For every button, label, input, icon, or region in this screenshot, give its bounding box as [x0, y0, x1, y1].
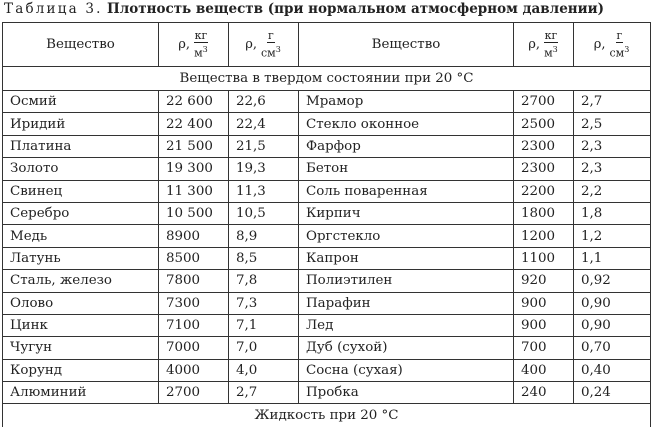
- cell-density-g-left: 7,1: [229, 314, 299, 336]
- cell-density-g-left: 10,5: [229, 202, 299, 224]
- cell-density-g-right: 2,7: [574, 91, 651, 113]
- cell-substance-right: Полиэтилен: [299, 270, 514, 292]
- cell-density-kg-right: 2200: [514, 180, 574, 202]
- cell-density-kg-right: 2300: [514, 158, 574, 180]
- cell-substance-right: Парафин: [299, 292, 514, 314]
- cell-substance-left: Корунд: [3, 359, 159, 381]
- cell-density-g-left: 7,8: [229, 270, 299, 292]
- header-density-kg-left: [159, 23, 229, 67]
- cell-density-kg-left: 11 300: [159, 180, 229, 202]
- cell-substance-right: Лед: [299, 314, 514, 336]
- unit-g-cm3: [608, 30, 630, 59]
- cell-substance-left: Латунь: [3, 247, 159, 269]
- cell-density-kg-right: 240: [514, 382, 574, 404]
- section-label-liquid: Жидкость при 20 °С: [3, 404, 651, 428]
- table-row: [3, 202, 651, 224]
- cell-substance-right: Пробка: [299, 382, 514, 404]
- cell-substance-right: Бетон: [299, 158, 514, 180]
- cell-substance-right: Кирпич: [299, 202, 514, 224]
- unit-kg-m3: [543, 30, 559, 59]
- cell-density-kg-right: 1800: [514, 202, 574, 224]
- cell-density-g-left: 19,3: [229, 158, 299, 180]
- cell-density-g-left: 22,4: [229, 113, 299, 135]
- cell-density-g-left: 8,9: [229, 225, 299, 247]
- cell-density-g-right: 0,90: [574, 314, 651, 336]
- cell-substance-left: Иридий: [3, 113, 159, 135]
- cell-density-kg-left: 7100: [159, 314, 229, 336]
- cell-substance-left: Сталь, железо: [3, 270, 159, 292]
- table-row: [3, 247, 651, 269]
- cell-substance-right: Стекло оконное: [299, 113, 514, 135]
- cell-density-g-right: 0,90: [574, 292, 651, 314]
- cell-substance-right: Дуб (сухой): [299, 337, 514, 359]
- unit-g-den: $см^3$: [260, 45, 281, 60]
- cell-density-g-left: 7,3: [229, 292, 299, 314]
- cell-density-kg-right: 2700: [514, 91, 574, 113]
- table-row: [3, 270, 651, 292]
- cell-substance-left: Цинк: [3, 314, 159, 336]
- cell-density-g-left: 7,0: [229, 337, 299, 359]
- table-row: [3, 158, 651, 180]
- cell-density-g-right: 2,2: [574, 180, 651, 202]
- table-row: [3, 292, 651, 314]
- cell-density-g-right: 0,70: [574, 337, 651, 359]
- cell-density-g-right: 1,8: [574, 202, 651, 224]
- table-row: [3, 382, 651, 404]
- cell-substance-left: Алюминий: [3, 382, 159, 404]
- unit-g-cm3: [260, 30, 282, 59]
- cell-substance-right: Фарфор: [299, 135, 514, 157]
- cell-density-kg-right: 1200: [514, 225, 574, 247]
- cell-substance-right: Капрон: [299, 247, 514, 269]
- table-row: [3, 113, 651, 135]
- cell-density-g-left: 2,7: [229, 382, 299, 404]
- cell-substance-left: Золото: [3, 158, 159, 180]
- cell-density-g-right: 0,24: [574, 382, 651, 404]
- cell-substance-right: Сосна (сухая): [299, 359, 514, 381]
- header-density-kg-right: [514, 23, 574, 67]
- cell-substance-right: Мрамор: [299, 91, 514, 113]
- unit-g-num: г: [268, 29, 274, 43]
- cell-density-g-left: 4,0: [229, 359, 299, 381]
- cell-substance-right: Оргстекло: [299, 225, 514, 247]
- table-caption-title: Плотность веществ (при нормальном атмосферном давлении): [106, 1, 605, 17]
- section-label-solid: Вещества в твердом состоянии при 20 °С: [3, 67, 651, 91]
- cell-density-kg-left: 10 500: [159, 202, 229, 224]
- cell-substance-right: Соль поваренная: [299, 180, 514, 202]
- cell-density-kg-left: 7000: [159, 337, 229, 359]
- cell-density-kg-right: 900: [514, 292, 574, 314]
- cell-density-kg-left: 7300: [159, 292, 229, 314]
- header-substance-left: Вещество: [3, 23, 159, 67]
- header-substance-right: Вещество: [299, 23, 514, 67]
- cell-density-kg-left: 2700: [159, 382, 229, 404]
- cell-density-kg-left: 22 400: [159, 113, 229, 135]
- rho-symbol: ρ,: [245, 37, 257, 52]
- cell-density-g-right: 1,2: [574, 225, 651, 247]
- unit-g-den: $см^3$: [609, 45, 630, 60]
- cell-substance-left: Осмий: [3, 91, 159, 113]
- cell-density-kg-right: 900: [514, 314, 574, 336]
- cell-density-kg-left: 21 500: [159, 135, 229, 157]
- density-table: [2, 22, 651, 427]
- header-row: [3, 23, 651, 67]
- table-row: [3, 180, 651, 202]
- table-row: [3, 91, 651, 113]
- section-row-solid: [3, 67, 651, 91]
- cell-density-g-left: 21,5: [229, 135, 299, 157]
- cell-substance-left: Чугун: [3, 337, 159, 359]
- unit-kg-num: кг: [544, 29, 558, 43]
- cell-density-g-right: 0,92: [574, 270, 651, 292]
- cell-density-kg-right: 2300: [514, 135, 574, 157]
- cell-density-kg-left: 7800: [159, 270, 229, 292]
- unit-kg-den: $м^3$: [544, 45, 558, 60]
- table-row: [3, 314, 651, 336]
- table-caption-label: Таблица 3.: [4, 1, 103, 17]
- table-row: [3, 225, 651, 247]
- cell-substance-left: Олово: [3, 292, 159, 314]
- cell-density-kg-right: 400: [514, 359, 574, 381]
- cell-density-kg-right: 700: [514, 337, 574, 359]
- header-density-g-left: [229, 23, 299, 67]
- cell-density-g-left: 8,5: [229, 247, 299, 269]
- rho-symbol: ρ,: [593, 37, 606, 52]
- cell-density-g-right: 2,3: [574, 135, 651, 157]
- cell-density-g-right: 2,3: [574, 158, 651, 180]
- cell-density-kg-right: 920: [514, 270, 574, 292]
- cell-density-g-left: 22,6: [229, 91, 299, 113]
- cell-substance-left: Серебро: [3, 202, 159, 224]
- section-row-liquid: [3, 404, 651, 428]
- table-row: [3, 359, 651, 381]
- cell-density-kg-left: 8500: [159, 247, 229, 269]
- unit-kg-den: $м^3$: [194, 45, 208, 60]
- cell-substance-left: Свинец: [3, 180, 159, 202]
- cell-substance-left: Медь: [3, 225, 159, 247]
- unit-kg-num: кг: [194, 29, 208, 43]
- header-density-g-right: [574, 23, 651, 67]
- cell-density-kg-right: 2500: [514, 113, 574, 135]
- unit-g-num: г: [616, 29, 623, 43]
- cell-density-g-left: 11,3: [229, 180, 299, 202]
- cell-density-kg-left: 22 600: [159, 91, 229, 113]
- cell-density-g-right: 2,5: [574, 113, 651, 135]
- rho-symbol: ρ,: [528, 37, 541, 52]
- cell-density-kg-left: 19 300: [159, 158, 229, 180]
- cell-density-kg-left: 8900: [159, 225, 229, 247]
- cell-density-g-right: 0,40: [574, 359, 651, 381]
- cell-substance-left: Платина: [3, 135, 159, 157]
- rho-symbol: ρ,: [178, 37, 191, 52]
- cell-density-g-right: 1,1: [574, 247, 651, 269]
- table-row: [3, 135, 651, 157]
- cell-density-kg-left: 4000: [159, 359, 229, 381]
- unit-kg-m3: [193, 30, 209, 59]
- table-caption: [4, 1, 604, 17]
- cell-density-kg-right: 1100: [514, 247, 574, 269]
- table-row: [3, 337, 651, 359]
